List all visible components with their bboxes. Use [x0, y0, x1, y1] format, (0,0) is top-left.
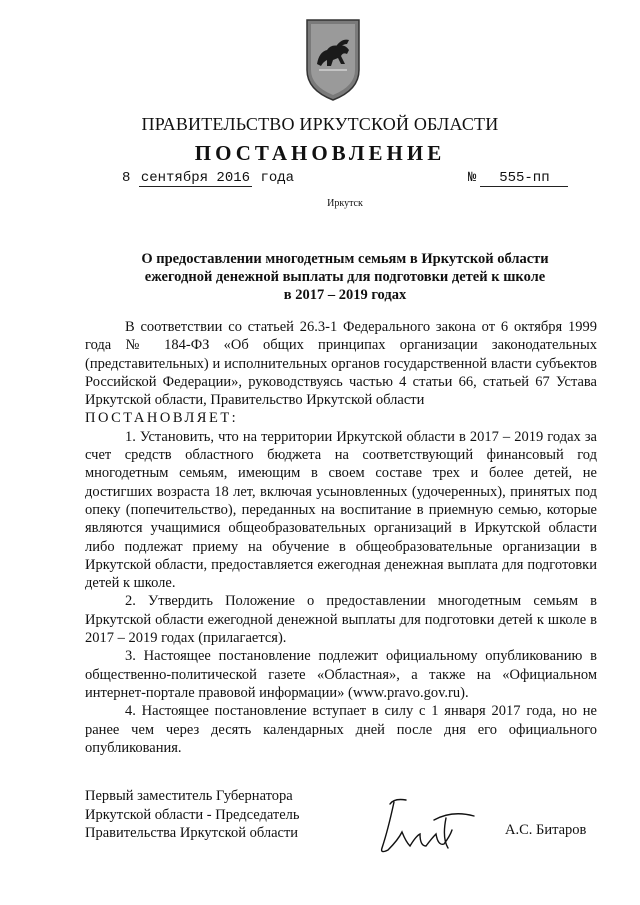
decree-date — [122, 170, 294, 186]
clause-3: 3. Настоящее постановление подлежит официальному опубликованию в общественно-политической газете «Областная», а также на «Официальном интернет-портале правовой информации» (www.pravo.gov.ru). — [85, 648, 597, 701]
signatory-title-line: Первый заместитель Губернатора — [85, 788, 293, 804]
signatory-title-line: Правительства Иркутской области — [85, 825, 299, 841]
city: Иркутск — [327, 198, 363, 209]
date-day: 8 — [122, 170, 131, 186]
handwritten-signature — [372, 790, 487, 860]
clause-4: 4. Настоящее постановление вступает в силу с 1 января 2017 года, но не ранее чем через десять календарных дней после дня его официального опубликования. — [85, 703, 597, 756]
document-type: ПОСТАНОВЛЕНИЕ — [194, 141, 446, 165]
decree-body — [85, 318, 597, 757]
title-line: О предоставлении многодетным семьям в Иркутской области — [141, 251, 549, 267]
number-value: 555-пп — [480, 170, 568, 187]
decree-title — [105, 250, 585, 304]
decree-number — [468, 170, 568, 187]
clause-2: 2. Утвердить Положение о предоставлении многодетным семьям в Иркутской области ежегодной денежной выплаты для подготовки детей к школе в 2017 – 2019 годах (прилагается). — [85, 593, 597, 647]
number-sign: № — [468, 170, 477, 186]
date-suffix: года — [260, 170, 295, 186]
signatory-title — [85, 787, 300, 843]
coat-of-arms-icon — [305, 18, 361, 102]
signatory-name: А.С. Битаров — [505, 822, 587, 838]
preamble: В соответствии со статьей 26.3-1 Федерального закона от 6 октября 1999 года № 184-ФЗ «Об общих принципах организации законодательных (представительных) и исполнительных органов государственной власти субъектов Российской Федерации», руководствуясь частью 4 статьи 66, статьей 67 Устава Иркутской области, Правительство Иркутской области — [85, 319, 597, 409]
clause-1: 1. Установить, что на территории Иркутской области в 2017 – 2019 годах за счет средств областного бюджета на соответствующий финансовый год многодетным семьям, имеющим в своем составе трех и более детей, не достигших возраста 18 лет, включая усыновленных (удочеренных), принятых под опеку (попечительство), переданных на воспитание в приемную семью, которые являются учащимися общеобразовательных организаций в Иркутской области либо подлежат приему на обучение в общеобразовательные организации в Иркутской области, предоставляется ежегодная денежная выплата для подготовки детей к школе. — [85, 428, 597, 592]
government-name: ПРАВИТЕЛЬСТВО ИРКУТСКОЙ ОБЛАСТИ — [141, 114, 499, 134]
date-month-year: сентября 2016 — [140, 170, 251, 186]
signatory-title-line: Иркутской области - Председатель — [85, 806, 300, 823]
title-line: в 2017 – 2019 годах — [283, 287, 407, 303]
title-line: ежегодной денежной выплаты для подготовки детей к школе — [144, 269, 546, 285]
resolves-label: ПОСТАНОВЛЯЕТ: — [85, 410, 239, 427]
